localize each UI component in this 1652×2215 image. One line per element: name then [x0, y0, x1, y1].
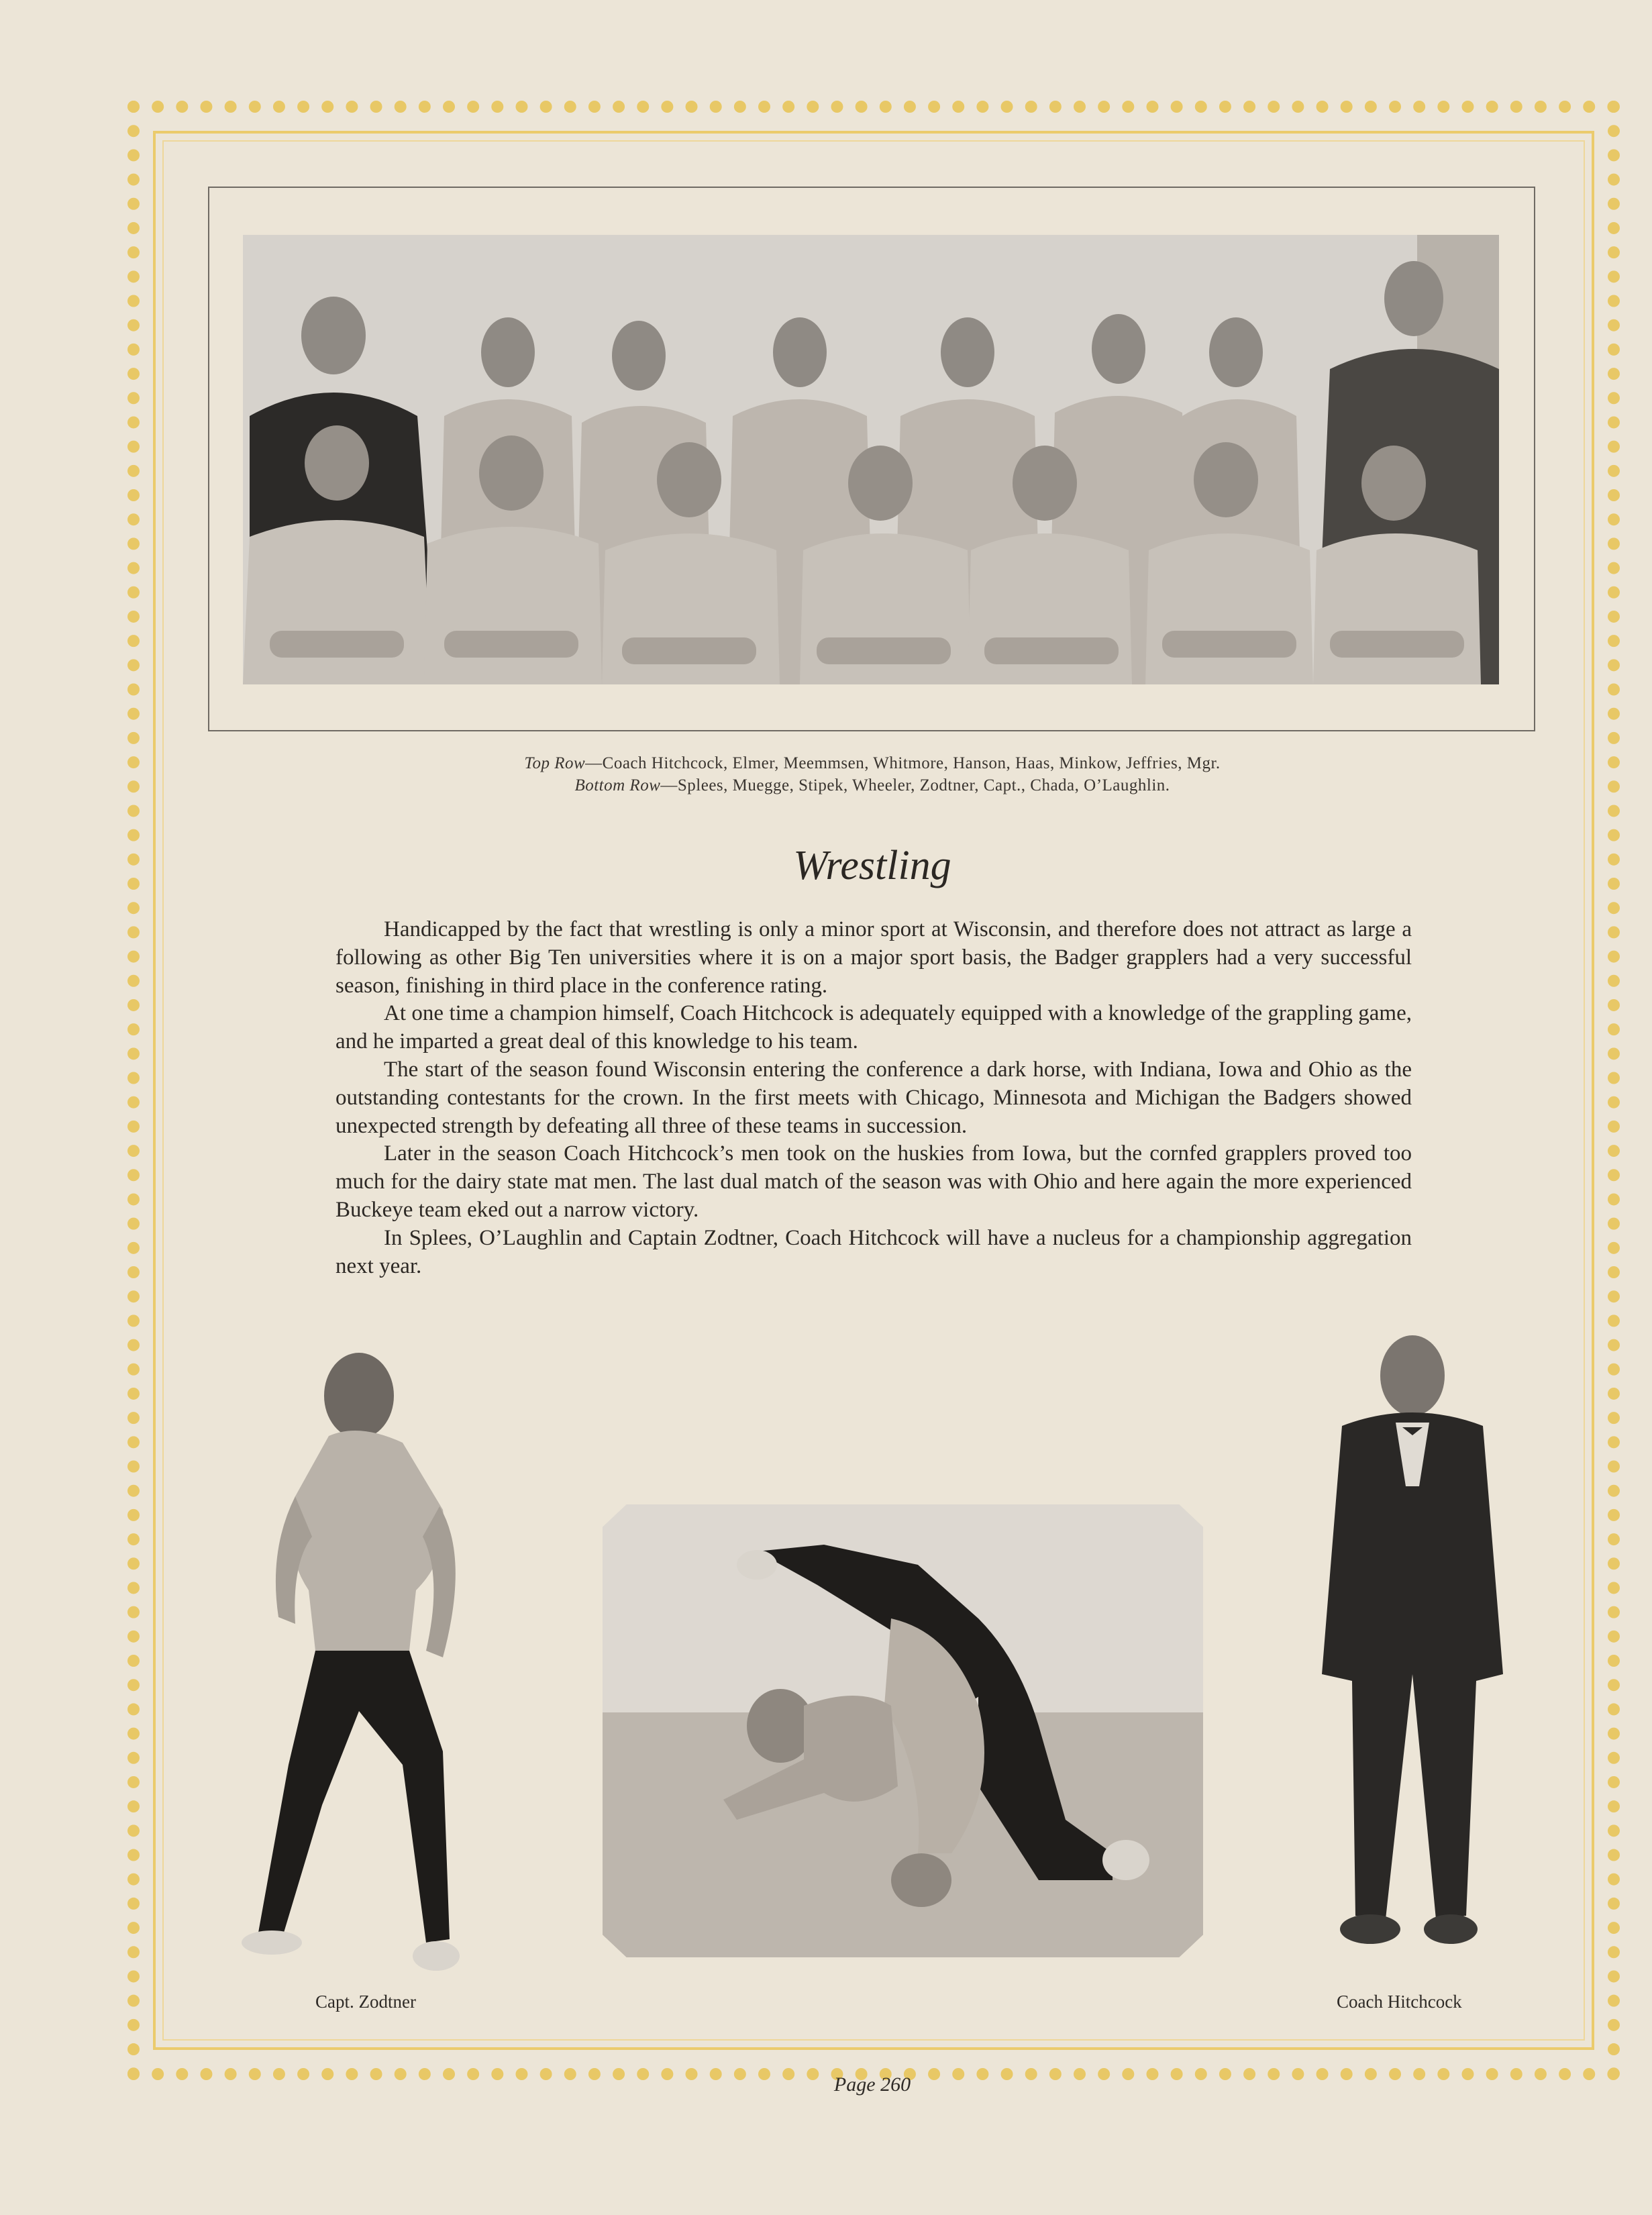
team-photo	[243, 235, 1499, 684]
captain-illustration	[242, 1335, 530, 1983]
wrestling-action-illustration	[603, 1504, 1203, 1957]
article-body	[335, 916, 1412, 1280]
article-paragraph: In Splees, O’Laughlin and Captain Zodtner, Coach Hitchcock will have a nucleus for a championship aggregation next year.	[335, 1225, 1412, 1278]
coach-photo	[1295, 1325, 1516, 1976]
article-paragraph: At one time a champion himself, Coach Hitchcock is adequately equipped with a knowledge of the grappling game, and he imparted a great deal of this knowledge to his team.	[335, 1001, 1412, 1054]
team-caption-bottom-row: Bottom Row—Splees, Muegge, Stipek, Wheeler, Zodtner, Capt., Chada, O’Laughlin.	[574, 776, 1170, 794]
captain-label: Capt. Zodtner	[315, 1992, 416, 2012]
team-photo-illustration	[243, 235, 1499, 684]
wrestling-action-photo	[603, 1504, 1203, 1957]
article-paragraph: Later in the season Coach Hitchcock’s men took on the huskies from Iowa, but the cornfed grapplers proved too much for the dairy state mat men. The last dual match of the season was with Ohio and here again the more experienced Buckeye team eked out a narrow victory.	[335, 1141, 1412, 1222]
article-paragraph: Handicapped by the fact that wrestling is only a minor sport at Wisconsin, and therefore does not attract as large a following as other Big Ten universities where it is on a major sport basis, the Badger grapplers had a very successful season, finishing in third place in the conference rating.	[335, 917, 1412, 998]
team-caption-top-row: Top Row—Coach Hitchcock, Elmer, Meemmsen, Whitmore, Hanson, Haas, Minkow, Jeffries, Mgr.	[524, 754, 1221, 772]
coach-illustration	[1295, 1325, 1516, 1976]
page-number: Page 260	[833, 2073, 911, 2096]
coach-label: Coach Hitchcock	[1337, 1992, 1462, 2012]
captain-photo	[242, 1335, 530, 1983]
article-paragraph: The start of the season found Wisconsin entering the conference a dark horse, with Indiana, Iowa and Ohio as the outstanding contestants for the crown. In the first meets with Chicago, Minnesota and Michigan the Badgers showed unexpected strength by defeating all three of these teams in succession.	[335, 1057, 1412, 1138]
article-title: Wrestling	[793, 843, 951, 888]
